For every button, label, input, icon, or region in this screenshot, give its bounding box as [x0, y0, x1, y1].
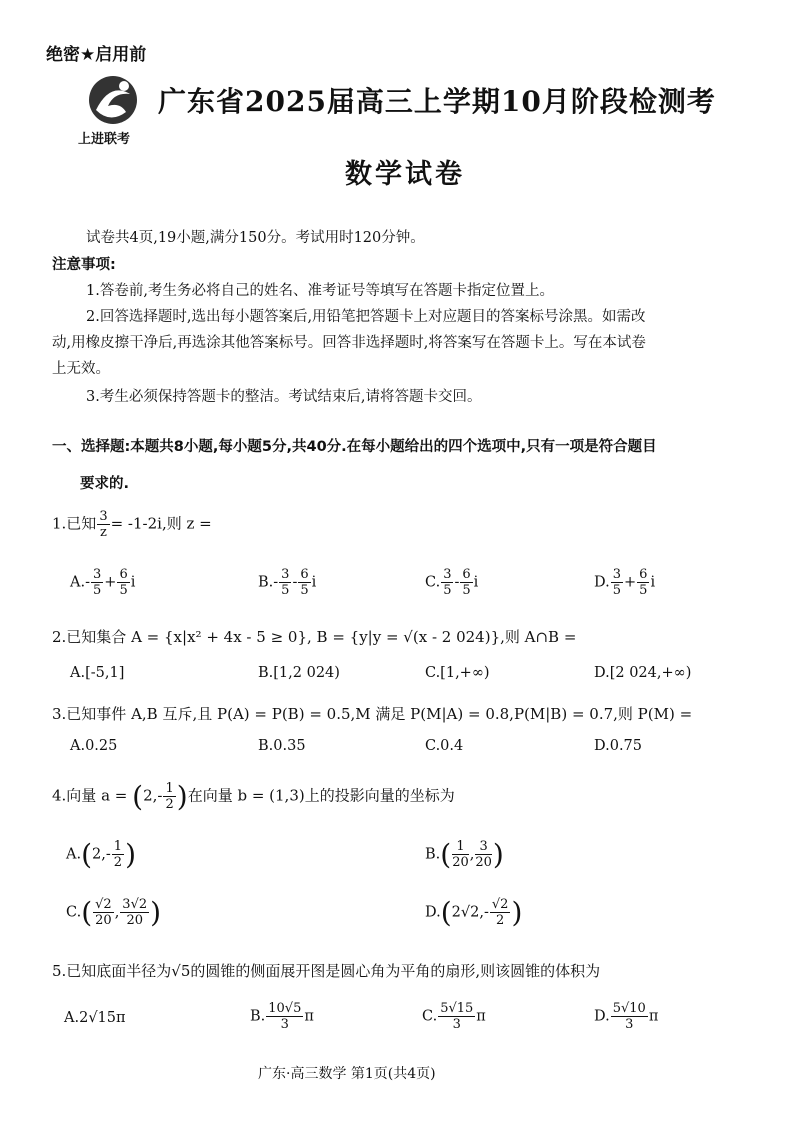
q4-a-v1: 2, [92, 846, 106, 863]
q1-b-sign1: - [273, 574, 279, 591]
q5-b-label: B. [250, 1008, 266, 1025]
section-title: 一、选择题:本题共8小题,每小题5分,共40分.在每小题给出的四个选项中,只有一项是符合题目 [52, 439, 657, 455]
q3-option-d[interactable]: D.0.75 [594, 738, 643, 754]
q1-b-frac2 [298, 568, 310, 597]
q4-d-v1: 2√2, [451, 904, 484, 921]
q4-b-comma: , [469, 846, 475, 863]
q4-d-open: ( [440, 896, 452, 929]
q1-d-n1: 3 [612, 567, 621, 582]
q1-c-tail: i [473, 574, 479, 591]
q5-b-tail: π [304, 1008, 314, 1025]
q1-a-d2: 5 [119, 583, 128, 598]
q1-a-n1: 3 [93, 567, 102, 582]
exam-subtitle: 数学试卷 [345, 159, 465, 190]
q1-c-n2: 6 [462, 567, 471, 582]
q4-option-d[interactable] [425, 896, 522, 929]
q5-d-label: D. [594, 1008, 610, 1025]
notice-item-3: 3.考生必须保持答题卡的整洁。考试结束后,请将答题卡交回。 [86, 389, 482, 405]
q1-b-n1: 3 [281, 567, 290, 582]
logo-text: 上进联考 [78, 132, 131, 147]
q1-option-a[interactable] [70, 568, 135, 597]
notice-item-1: 1.答卷前,考生务必将自己的姓名、准考证号等填写在答题卡指定位置上。 [86, 283, 554, 299]
q4-b-n1: 1 [452, 840, 469, 855]
q4-d-d: 2 [496, 913, 505, 928]
exam-logo [80, 72, 146, 152]
q3-option-a[interactable]: A.0.25 [70, 738, 118, 754]
q5-d-d: 3 [625, 1017, 634, 1032]
q1-c-frac1 [441, 568, 453, 597]
q1-b-frac1 [279, 568, 291, 597]
q4-c-frac1 [93, 898, 114, 927]
q4-c-label: C. [66, 904, 82, 921]
notice-heading: 注意事项: [52, 257, 116, 273]
q4-a-frac [163, 782, 175, 811]
question-4-stem [52, 780, 455, 813]
q5-option-c[interactable] [422, 1002, 486, 1031]
q4-b-d2: 20 [475, 855, 492, 870]
q4-option-c[interactable] [66, 896, 161, 929]
q4-a-first: 2, [143, 786, 158, 805]
q4-a-close: ) [125, 838, 136, 871]
q1-c-d2: 5 [462, 583, 471, 598]
q1-option-d[interactable] [594, 568, 655, 597]
q4-a-optd: 2 [113, 855, 123, 870]
q2-option-a[interactable]: A.[-5,1] [70, 665, 125, 681]
q5-c-frac [438, 1002, 475, 1031]
q4-c-frac2 [120, 898, 149, 927]
q2-option-d[interactable]: D.[2 024,+∞) [594, 665, 692, 681]
q4-c-open: ( [81, 896, 93, 929]
q1-a-d1: 5 [93, 583, 102, 598]
q4-d-close: ) [511, 896, 523, 929]
q4-prefix: 4.向量 a = [52, 786, 133, 805]
q4-a-optfrac [112, 840, 124, 869]
q4-a-open: ( [81, 838, 93, 871]
q4-d-label: D. [425, 904, 441, 921]
q1-a-n2: 6 [119, 567, 128, 582]
q1-a-tail: i [130, 574, 136, 591]
question-1-stem [52, 510, 212, 539]
q1-prefix: 1.已知 [52, 514, 97, 533]
q1-a-frac1 [91, 568, 103, 597]
q4-c-close: ) [150, 896, 162, 929]
q4-a-n: 1 [165, 781, 174, 796]
q1-c-n1: 3 [443, 567, 452, 582]
question-3-stem: 3.已知事件 A,B 互斥,且 P(A) = P(B) = 0.5,M 满足 P(M|A) = 0.8,P(M|B) = 0.7,则 P(M) = [52, 705, 693, 723]
q1-d-d1: 5 [612, 583, 621, 598]
q4-suffix: 在向量 b = (1,3)上的投影向量的坐标为 [187, 786, 455, 805]
q1-d-frac2 [637, 568, 649, 597]
q1-d-d2: 5 [639, 583, 648, 598]
q3-option-c[interactable]: C.0.4 [425, 738, 464, 754]
q5-option-b[interactable] [250, 1002, 314, 1031]
q4-a-optsign: - [105, 846, 111, 863]
q4-c-n2: 3√2 [122, 897, 148, 912]
q4-c-comma: , [114, 904, 120, 921]
q5-a-text: 2√15π [79, 1010, 126, 1026]
question-2-stem: 2.已知集合 A = {x|x² + 4x - 5 ≥ 0}, B = {y|y = √(x - 2 024)},则 A∩B = [52, 628, 577, 646]
q1-b-sign2: - [292, 574, 298, 591]
q4-option-b[interactable] [425, 838, 504, 871]
q1-b-tail: i [311, 574, 317, 591]
q1-c-sign2: - [454, 574, 460, 591]
q4-c-n1: √2 [95, 897, 112, 912]
q4-c-d2: 20 [126, 913, 143, 928]
q4-paren-close: ) [176, 780, 188, 813]
q1-option-c[interactable] [425, 568, 478, 597]
q4-b-frac2 [475, 840, 492, 869]
q1-d-tail: i [650, 574, 656, 591]
q1-b-d1: 5 [281, 583, 290, 598]
q5-d-n: 5√10 [612, 1001, 646, 1016]
q4-a-label: A. [66, 846, 82, 863]
exam-intro: 试卷共4页,19小题,满分150分。考试用时120分钟。 [86, 230, 425, 246]
q4-b-frac1 [452, 840, 469, 869]
q1-a-frac2 [117, 568, 129, 597]
q4-a-sign: - [157, 786, 163, 805]
q5-option-d[interactable] [594, 1002, 658, 1031]
q4-b-n2: 3 [475, 840, 492, 855]
notice-item-2: 2.回答选择题时,选出每小题答案后,用铅笔把答题卡上对应题目的答案标号涂黑。如需改 [86, 309, 646, 325]
q4-d-frac [490, 898, 511, 927]
q5-b-n: 10√5 [268, 1001, 302, 1016]
q4-option-a[interactable] [66, 838, 136, 871]
q1-c-frac2 [460, 568, 472, 597]
q1-b-label: B. [258, 574, 274, 591]
q5-c-n: 5√15 [440, 1001, 474, 1016]
q1-c-d1: 5 [443, 583, 452, 598]
q4-d-sign: - [483, 904, 489, 921]
q5-b-d: 3 [280, 1017, 289, 1032]
page-footer: 广东·高三数学 第1页(共4页) [258, 1066, 436, 1082]
q1-a-sign2: + [104, 574, 117, 591]
exam-title: 广东省2025届高三上学期10月阶段检测考 [158, 85, 716, 118]
q5-b-frac [266, 1002, 303, 1031]
q4-b-open: ( [440, 838, 452, 871]
q4-c-d1: 20 [95, 913, 112, 928]
q5-a-label: A. [64, 1010, 80, 1026]
q1-d-sign2: + [624, 574, 637, 591]
q1-b-n2: 6 [300, 567, 309, 582]
confidential-label: 绝密★启用前 [46, 45, 147, 65]
q5-option-a[interactable] [64, 1010, 126, 1026]
q4-a-d: 2 [165, 797, 174, 812]
q1-suffix: = -1-2i,则 z = [110, 514, 212, 533]
q1-b-d2: 5 [300, 583, 309, 598]
q2-option-b[interactable]: B.[1,2 024) [258, 665, 340, 681]
q1-d-n2: 6 [639, 567, 648, 582]
section-title-cont: 要求的. [80, 476, 130, 492]
q1-d-frac1 [611, 568, 623, 597]
q4-b-d1: 20 [452, 855, 469, 870]
q2-option-c[interactable]: C.[1,+∞) [425, 665, 490, 681]
q4-d-n: √2 [491, 897, 509, 912]
q1-a-label: A. [70, 574, 86, 591]
q5-c-tail: π [476, 1008, 486, 1025]
notice-item-2-end: 上无效。 [52, 361, 110, 377]
notice-item-2-cont: 动,用橡皮擦干净后,再选涂其他答案标号。回答非选择题时,将答案写在答题卡上。写在本试卷 [52, 335, 646, 351]
q1-den: z [100, 525, 107, 540]
q3-option-b[interactable]: B.0.35 [258, 738, 306, 754]
q1-c-label: C. [425, 574, 441, 591]
q5-d-tail: π [648, 1008, 659, 1025]
q1-option-b[interactable] [258, 568, 316, 597]
q5-d-frac [611, 1002, 648, 1031]
question-5-stem: 5.已知底面半径为√5的圆锥的侧面展开图是圆心角为平角的扇形,则该圆锥的体积为 [52, 962, 601, 980]
q5-c-label: C. [422, 1008, 438, 1025]
q4-b-label: B. [425, 846, 441, 863]
q5-c-d: 3 [452, 1017, 461, 1032]
q1-a-sign1: - [85, 574, 90, 591]
q1-fraction [97, 510, 109, 539]
q1-num: 3 [99, 509, 108, 524]
q4-paren-open: ( [132, 780, 144, 813]
q1-d-label: D. [594, 574, 610, 591]
q4-a-optn: 1 [113, 839, 123, 854]
q4-b-close: ) [492, 838, 504, 871]
